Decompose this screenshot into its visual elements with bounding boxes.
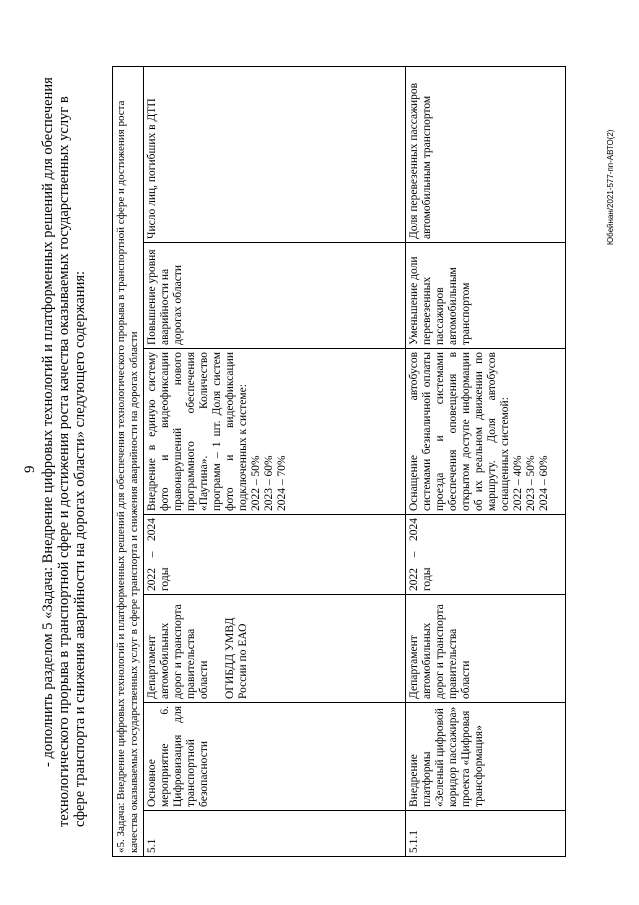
section-header: «5. Задача: Внедрение цифровых технологий и платформенных решений для обеспечения технологического прорыва в транспортной сфере и достижения роста качества оказываемых государственных услуг в сфере транспорта и снижения аварийности на дорогах области bbox=[113, 66, 144, 856]
content-cell bbox=[406, 349, 566, 515]
intro-line-1: - дополнить разделом 5 «Задача: Внедрение цифровых технологий и платформенных решений для обеспечения bbox=[40, 77, 56, 767]
indicator: Число лиц, погибших в ДТП bbox=[144, 66, 406, 242]
content-value: 2023 – 50% bbox=[525, 455, 537, 511]
row-number: 5.1.1 bbox=[406, 811, 566, 857]
content-value: 2022 – 40% bbox=[512, 455, 524, 511]
executor-cell bbox=[144, 595, 406, 703]
measures-table bbox=[112, 66, 566, 857]
intro-line-3: сфере транспорта и снижения аварийности на дорогах области» следующего содержания: bbox=[72, 270, 88, 827]
measure-name: Основное мероприятие 6. Цифровизация для транспортной безопасности bbox=[144, 703, 406, 811]
measure-name: Внедрение платформы «Зеленый цифровой коридор пассажира» проекта «Цифровая трансформация» bbox=[406, 703, 566, 811]
period: 2022 – 2024 годы bbox=[406, 515, 566, 595]
period: 2022 – 2024 годы bbox=[144, 515, 406, 595]
document-stamp: Юбейнан/2021-577-пп-АВТО(2) bbox=[606, 129, 615, 245]
intro-line-2: технологического прорыва в транспортной сфере и достижения роста качества оказываемых государственных услуг в bbox=[56, 96, 72, 827]
indicator: Доля перевезенных пассажиров автомобильным транспортом bbox=[406, 66, 566, 242]
content-value: 2024 – 70% bbox=[276, 455, 288, 511]
executor-cell bbox=[406, 595, 566, 703]
executor-secondary: ОГИБДД УМВД России по ЕАО bbox=[224, 617, 249, 699]
intro-paragraph bbox=[40, 57, 88, 827]
content-value: 2024 – 60% bbox=[538, 455, 550, 511]
row-number: 5.1 bbox=[144, 811, 406, 857]
executor: Департамент автомобильных дорог и транспорта правительства области bbox=[408, 604, 472, 699]
expected-result: Уменьшение доли перевезенных пассажиров автомобильным транспортом bbox=[406, 243, 566, 349]
table-row bbox=[144, 66, 406, 856]
measure-content: Внедрение в единую систему фото и видеофиксации правонарушений нового программного обеспечения «Паутина». Количество программ – 1 шт. Доля систем фото и видеофиксации подключенных к системе: bbox=[146, 352, 249, 511]
measure-content: Оснащение автобусов системами безналичной оплаты проезда и системами обеспечения оповещения в открытом доступе информации об их реальном движении по маршруту. Доля автобусов оснащенных системой: bbox=[408, 352, 511, 511]
expected-result: Повышение уровня аварийности на дорогах области bbox=[144, 243, 406, 349]
table-row bbox=[406, 66, 566, 856]
page-number: 9 bbox=[22, 465, 38, 473]
content-value: 2023 – 60% bbox=[263, 455, 275, 511]
executor: Департамент автомобильных дорог и транспорта правительства области bbox=[146, 604, 210, 699]
content-value: 2022 – 50% bbox=[250, 455, 262, 511]
content-cell bbox=[144, 349, 406, 515]
